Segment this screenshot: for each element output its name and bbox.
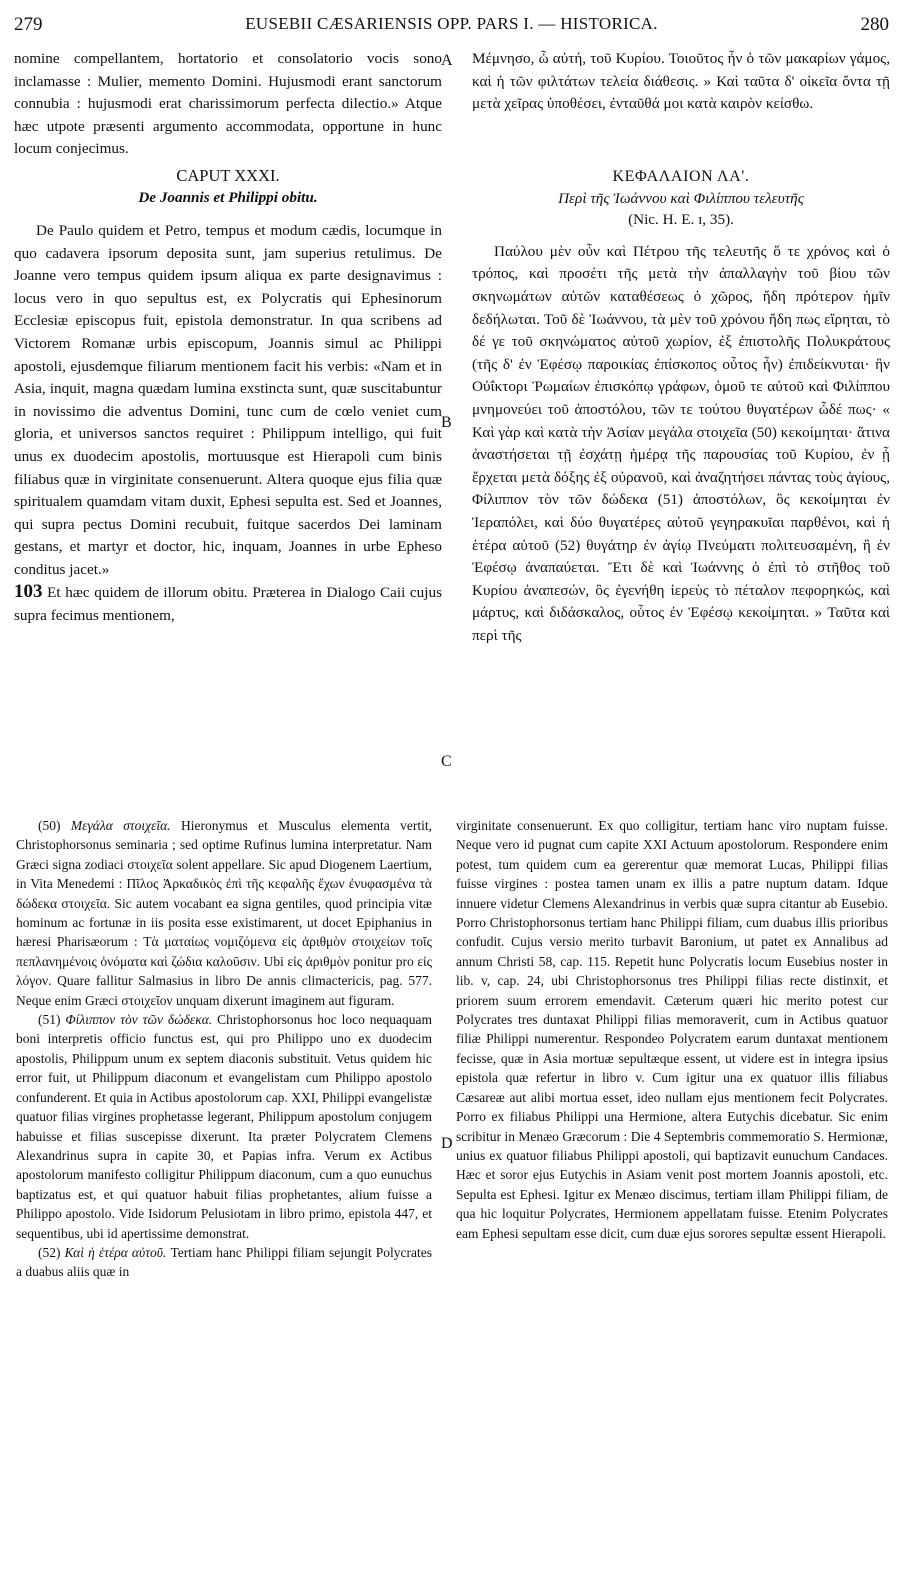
latin-last-paragraph-text: Et hæc quidem de illorum obitu. Præterea in Dialogo Caii cujus supra fecimus mentionem, bbox=[14, 584, 442, 625]
section-letter-d: D bbox=[441, 1135, 453, 1152]
greek-column bbox=[472, 48, 890, 802]
footnote-51 bbox=[16, 1010, 432, 1243]
footnote-51-lemma: Φίλιππον τὸν τῶν δώδεκα. bbox=[65, 1012, 213, 1028]
footnotes-right-column bbox=[456, 816, 888, 1516]
greek-chapter-subtitle: Περὶ τῆς Ἰωάννου καὶ Φιλίππου τελευτῆς bbox=[558, 189, 804, 207]
caput-subtitle: De Joannis et Philippi obitu. bbox=[138, 188, 318, 206]
left-page-number: 279 bbox=[14, 14, 43, 35]
footnote-51-text: Christophorsonus hoc loco nequaquam boni interpretis officio functus est, qui pro Philippo uno ex duodecim apostolis, Philippum unum ex septem diaconis substituit. Vetus quidem hic error fuit, ut Philippum diaconum et evangelistam cum Philippo apostolo confunderent. Et quia in Actibus apostolorum cap. XXI, Philippi evangelistæ quatuor filias virgines prophetasse legerant, Philippum apostolum conjugem habuisse et filias suscepisse dixerunt. Ita præter Polycratem Clemens Alexandrinus supra in capite 30, et Papias infra. Verum ex Actibus apostolorum manifesto colligitur Philippum diaconum, cum a quo eunuchus baptizatus est, et qui quatuor habuit filias prophetantes, alium fuisse a Philippo apostolo. Vide Isidorum Pelusiotam in libro primo, epistola 447, et sequentibus, ubi id apertissime demonstrat. bbox=[16, 1012, 432, 1241]
section-letter-a: A bbox=[441, 52, 453, 69]
latin-continuation-paragraph: nomine compellantem, hortatorio et consolatorio vocis sono inclamasse : Mulier, memento Domini. Hujusmodi erant sanctorum connubia : hujusmodi erat charissimorum perfecta dilectio.» Atque hæc utpote præsenti argumento accommodata, opportune in hunc locum conjecimus. bbox=[14, 50, 442, 158]
footnote-52-continuation: virginitate consenuerunt. Ex quo colligitur, tertiam hanc viro nuptam fuisse. Neque vero id pugnat cum capite XXI Actuum apostolorum. Respondere enim potest, tum quidem cum ea gererentur quæ memorat Lucas, Philippi filias fuisse virgines : postea tamen unam ex illis a patre nuptum datam. Idque innuere videtur Clemens Alexandrinus in verbis quæ supra citantur ab Eusebio. Porro Christophorsonus tertiam hanc Philippi filiam, cum duabus illis prioribus confudit. Cujus versio merito turbavit Baronium, ut patet ex Annalibus ad annum Christi 58, cap. 115. Repetit hunc Polycratis locum Eusebius noster in lib. v, cap. 24, ubi Christophorsonus tres Philippi filias recte distinxit, et priorem suum errorem emendavit. Cæterum quæri hic merito potest cur Polycrates tres duntaxat Philippi filias memoraverit, cum in Actibus quatuor filiæ Philippi numerentur. Respondeo Polycratem earum duntaxat mentionem fecisse, quæ in Asia mortuæ sepultæque essent, ut videre est in integra ipsius epistola quæ refertur in libro v. Cum igitur una ex quatuor illis filiabus Cæsareæ aut alibi mortua esset, ideo nullam ejus mentionem fecit Polycrates. Porro ex filiabus Philippi una Hermione, altera Eutychis dicebatur. Sic enim scribitur in Menæo Græcorum : Die 4 Septembris commemoratio S. Hermionæ, unius ex quatuor filiabus Philippi apostoli, qui baptizavit eunuchum Candaces. Hæc et soror ejus Eutychis in Asiam venit post mortem Joannis apostoli, etc. Sepulta est Ephesi. Igitur ex Menæo discimus, tertiam illam Philippi filiam, de qua hic loquitur Polycrates, Hermionem appellatam fuisse. Etenim Polycrates eam Ephesi sepultam esse dicit, cum duæ ejus sorores sepultæ essent Hierapoli. bbox=[456, 818, 888, 1241]
kefalaion-heading: ΚΕΦΑΛΑΙΟΝ ΛΑ'. bbox=[612, 167, 750, 185]
footnote-50-text: Hieronymus et Musculus elementa vertit, Christophorsonus seminaria ; sed optime Rufinus lumina interpretatur. Nam Græci signa zodiaci στοιχεῖα solent appellare. Sic apud Diogenem Laertium, in Vita Menedemi : Πῖλος Ἀρκαδικὸς ἐπὶ τῆς κεφαλῆς ἔχων ἐνυφασμένα τὰ δώδεκα στοιχεῖα. Sic autem vocabant ea signa gentiles, quod principia vitæ hominum ac fortunæ in iis posita esse existimarent, ut docet Epiphanius in hæresi Pharisæorum : Τὰ ματαίως νομιζόμενα εἰς ἀριθμὸν στοιχείων τοῖς πεπλανημένοις ὀνόματα καὶ ζώδια καλοῦσιν. Ubi εἰς ἀριθμὸν ponitur pro εἰς λόγον. Quare fallitur Salmasius in libro De annis climactericis, pag. 577. Neque enim Græci στοιχεῖον unquam dixerunt imaginem aut figuram. bbox=[16, 818, 433, 1008]
footnote-52-text: Tertiam hanc Philippi filiam sejungit Polycrates a duabus aliis quæ in bbox=[16, 1244, 432, 1280]
greek-chapter-reference: (Nic. H. E. ɪ, 35). bbox=[628, 210, 734, 228]
right-page-number: 280 bbox=[860, 14, 889, 35]
section-number-marker: 103 bbox=[14, 581, 43, 603]
latin-column bbox=[14, 48, 442, 802]
latin-main-paragraph: De Paulo quidem et Petro, tempus et modum cædis, locumque in quo cadavera ipsorum deposita sunt, jam superius retulimus. De Joanne vero tempus quidem ipsum aliqua ex parte designavimus : locus vero in quo sepultus est, ex Polycratis qui Ephesinorum Ecclesiæ episcopus fuit, epistola demonstratur. In qua scribens ad Victorem Romanæ urbis episcopum, Joannis simul ac Philippi apostoli, ejusdemque filiarum mentionem facit his verbis: «Nam et in Asia, inquit, magna quædam lumina exstincta sunt, quæ suscitabuntur in novissimo die adventus Domini, tunc cum de cœlo veniet cum gloria, et universos sanctos requiret : Philippum intelligo, qui fuit unus ex duodecim apostolis, mortuusque est Hierapoli cum binis filiabus quæ in virginitate consenuerunt. Altera quoque ejus filia quæ spiritualem quamdam vitam duxit, Ephesi sepulta est. Sed et Joannes, qui supra pectus Domini recubuit, fuitque sacerdos Dei laminam gestans, et martyr et doctor, hic, inquam, Joannes in urbe Epheso conditus jacet.» bbox=[14, 221, 442, 578]
section-letter-c: C bbox=[441, 753, 452, 770]
running-head bbox=[14, 12, 889, 42]
footnote-52-number: (52) bbox=[38, 1244, 61, 1260]
footnote-51-number: (51) bbox=[38, 1012, 61, 1028]
greek-continuation-paragraph: Μέμνησο, ὦ αὐτή, τοῦ Κυρίου. Τοιοῦτος ἦν ὁ τῶν μακαρίων γάμος, καὶ ἡ τῶν φιλτάτων τελεία διάθεσις. » Καὶ ταῦτα δ' οἰκεῖα ὄντα τῇ μετὰ χεῖρας ὑποθέσει, ἐνταῦθά μοι κατὰ καιρὸν κείσθω. bbox=[472, 50, 890, 113]
footnote-52 bbox=[16, 1243, 432, 1282]
running-title: EUSEBII CÆSARIENSIS OPP. PARS I. — HISTORICA. bbox=[245, 14, 658, 33]
latin-last-paragraph bbox=[14, 581, 442, 627]
greek-main-paragraph: Παύλου μὲν οὖν καὶ Πέτρου τῆς τελευτῆς ὅ τε χρόνος καὶ ὁ τρόπος, καὶ προσέτι τῆς μετὰ τὴν ἀπαλλαγὴν τοῦ βίου τῶν σκηνωμάτων αὐτῶν καταθέσεως ὁ χῶρος, ἤδη πρότερον ἡμῖν δεδήλωται. Τοῦ δὲ Ἰωάννου, τὰ μὲν τοῦ χρόνου ἤδη πως εἴρηται, τὸ δέ γε τοῦ σκηνώματος αὐτοῦ χωρίον, ἐξ ἐπιστολῆς Πολυκράτους (τῆς δ' ἐν Ἐφέσῳ παροικίας ἐπίσκοπος οὗτος ἦν) ἐπιδείκνυται· ἣν Οὐΐκτορι Ῥωμαίων ἐπισκόπῳ γράφων, ὁμοῦ τε αὐτοῦ καὶ Φιλίππου μνημονεύει τοῦ ἀποστόλου, τῶν τε τούτου θυγατέρων ὧδέ πως· « Καὶ γὰρ καὶ κατὰ τὴν Ἀσίαν μεγάλα στοιχεῖα (50) κεκοίμηται· ἅτινα ἀναστήσεται τῇ ἐσχάτῃ ἡμέρᾳ τῆς παρουσίας τοῦ Κυρίου, ἐν ᾗ ἔρχεται μετὰ δόξης ἐξ οὐρανοῦ, καὶ ἀναζητήσει πάντας τοὺς ἁγίους, Φίλιππον τὸν τῶν δώδεκα (51) ἀποστόλων, ὃς κεκοίμηται ἐν Ἱεραπόλει, καὶ δύο θυγατέρες αὐτοῦ γεγηρακυῖαι παρθένοι, καὶ ἡ ἑτέρα αὐτοῦ (52) θυγάτηρ ἐν ἁγίῳ Πνεύματι πολιτευσαμένη, ἣ ἐν Ἐφέσῳ ἀναπαύεται. Ἔτι δὲ καὶ Ἰωάννης ὁ ἐπὶ τὸ στῆθος τοῦ Κυρίου ἀναπεσών, ὃς ἐγενήθη ἱερεὺς τὸ πέταλον πεφορηκώς, καὶ μάρτυς, καὶ διδάσκαλος, οὗτος ἐν Ἐφέσῳ κεκοίμηται. » Ταῦτα καὶ περὶ τῆς bbox=[472, 242, 890, 644]
footnote-52-lemma: Καὶ ἡ ἑτέρα αὐτοῦ. bbox=[64, 1244, 167, 1260]
caput-heading: CAPUT XXXI. bbox=[176, 165, 280, 185]
footnotes-left-column bbox=[16, 816, 432, 1516]
footnote-50-number: (50) bbox=[38, 818, 61, 833]
footnote-50 bbox=[16, 816, 432, 1010]
section-letter-b: B bbox=[441, 414, 452, 431]
footnote-50-lemma: Μεγάλα στοιχεῖα. bbox=[70, 818, 171, 833]
